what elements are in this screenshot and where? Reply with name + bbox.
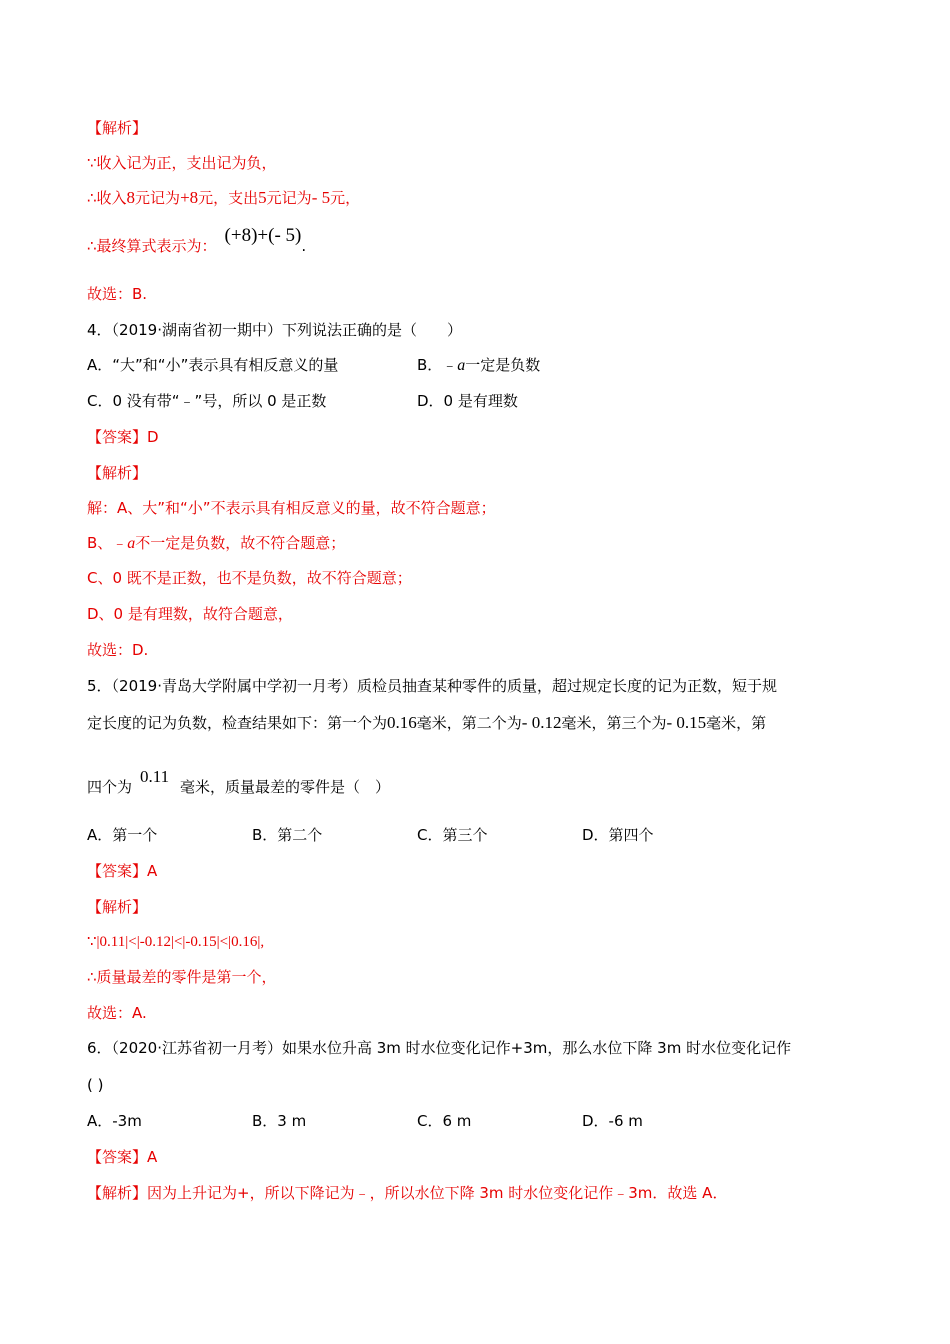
q3-step3-text: ∴最终算式表示为： xyxy=(87,237,217,255)
q3-conclusion: 故选：B. xyxy=(87,285,148,303)
q3-analysis-label: 【解析】 xyxy=(87,119,148,137)
q4-option-b-variable: a xyxy=(457,357,466,374)
q4-step2-prefix: B、﹣ xyxy=(87,534,128,552)
q5-stem2-text-d: 毫米，第 xyxy=(706,714,767,732)
q6-option-c: C．6 m xyxy=(417,1112,472,1130)
q6-option-a: A．-3m xyxy=(87,1112,142,1130)
q3-analysis-step1: ∵收入记为正，支出记为负， xyxy=(87,154,277,172)
q3-step2-value-3: 5 xyxy=(258,188,267,207)
q3-step2-text-b: 元记为 xyxy=(135,189,181,207)
q3-step2-value-2: +8 xyxy=(180,188,199,207)
q4-stem: 4．（2019·湖南省初一期中）下列说法正确的是（ ） xyxy=(87,321,462,339)
q6-option-d: D．-6 m xyxy=(582,1112,643,1130)
q4-conclusion: 故选：D. xyxy=(87,641,149,659)
q5-option-a: A．第一个 xyxy=(87,826,158,844)
q4-analysis-step2 xyxy=(87,533,345,554)
q4-answer: 【答案】D xyxy=(87,428,159,446)
q6-answer: 【答案】A xyxy=(87,1148,158,1166)
q5-option-d: D．第四个 xyxy=(582,826,654,844)
q4-analysis-step4: D、0 是有理数，故符合题意， xyxy=(87,605,293,623)
q4-option-b-prefix: B．﹣ xyxy=(417,356,458,374)
q4-option-d: D．0 是有理数 xyxy=(417,392,518,410)
q3-step2-text-a: ∴收入 xyxy=(87,189,127,207)
q5-stem3-text-b: 毫米，质量最差的零件是（ ） xyxy=(180,778,391,796)
q3-step2-value-4: - 5 xyxy=(311,188,331,207)
q5-stem-line1: 5．（2019·青岛大学附属中学初一月考）质检员抽查某种零件的质量，超过规定长度的记为正数，短于规 xyxy=(87,677,777,695)
q5-stem-line3 xyxy=(87,767,391,797)
q3-step3-period: . xyxy=(301,237,307,255)
q3-analysis-step2 xyxy=(87,188,360,208)
q5-stem2-text-a: 定长度的记为负数，检查结果如下：第一个为 xyxy=(87,714,388,732)
q3-final-expression: (+8)+(- 5) xyxy=(224,225,302,246)
q4-option-b-suffix: 一定是负数 xyxy=(465,356,541,374)
q5-option-b: B．第二个 xyxy=(252,826,323,844)
q4-analysis-step3: C、0 既不是正数，也不是负数，故不符合题意； xyxy=(87,569,412,587)
q6-stem-line2: ( ) xyxy=(87,1076,104,1094)
q4-option-a: A．“大”和“小”表示具有相反意义的量 xyxy=(87,356,339,374)
q5-value-third: - 0.15 xyxy=(666,713,707,732)
q3-step2-text-d: 元记为 xyxy=(266,189,312,207)
q6-analysis: 【解析】因为上升记为+，所以下降记为﹣，所以水位下降 3m 时水位变化记作﹣3m．故选 A． xyxy=(87,1184,728,1202)
q4-step2-suffix: 不一定是负数，故不符合题意； xyxy=(135,534,346,552)
q5-value-fourth: 0.11 xyxy=(140,767,170,786)
q5-analysis-step1: ∵|0.11|<|-0.12|<|-0.15|<|0.16|, xyxy=(87,934,265,950)
q3-analysis-step3 xyxy=(87,225,307,256)
q3-step2-text-e: 元， xyxy=(330,189,361,207)
q5-value-first: 0.16 xyxy=(387,713,417,732)
q5-analysis-step2: ∴质量最差的零件是第一个， xyxy=(87,968,277,986)
q5-stem2-text-c: 毫米，第三个为 xyxy=(561,714,667,732)
q3-step2-value-1: 8 xyxy=(126,188,136,207)
q6-option-b: B．3 m xyxy=(252,1112,307,1130)
q4-option-c: C．0 没有带“﹣”号，所以 0 是正数 xyxy=(87,392,327,410)
q5-answer: 【答案】A xyxy=(87,862,158,880)
q5-stem3-text-a: 四个为 xyxy=(87,778,133,796)
q4-step2-variable: a xyxy=(127,535,136,552)
q5-stem-line2 xyxy=(87,713,766,733)
q5-conclusion: 故选：A. xyxy=(87,1004,147,1022)
q5-value-second: - 0.12 xyxy=(521,713,562,732)
q5-stem2-text-b: 毫米，第二个为 xyxy=(416,714,522,732)
q4-analysis-label: 【解析】 xyxy=(87,464,148,482)
q5-option-c: C．第三个 xyxy=(417,826,488,844)
q6-stem-line1: 6．（2020·江苏省初一月考）如果水位升高 3m 时水位变化记作+3m，那么水位下降 3m 时水位变化记作 xyxy=(87,1039,792,1057)
q4-option-b xyxy=(417,355,540,376)
q5-analysis-label: 【解析】 xyxy=(87,898,148,916)
q3-step2-text-c: 元，支出 xyxy=(198,189,259,207)
q4-analysis-step1: 解：A、大”和“小”不表示具有相反意义的量，故不符合题意； xyxy=(87,499,496,517)
